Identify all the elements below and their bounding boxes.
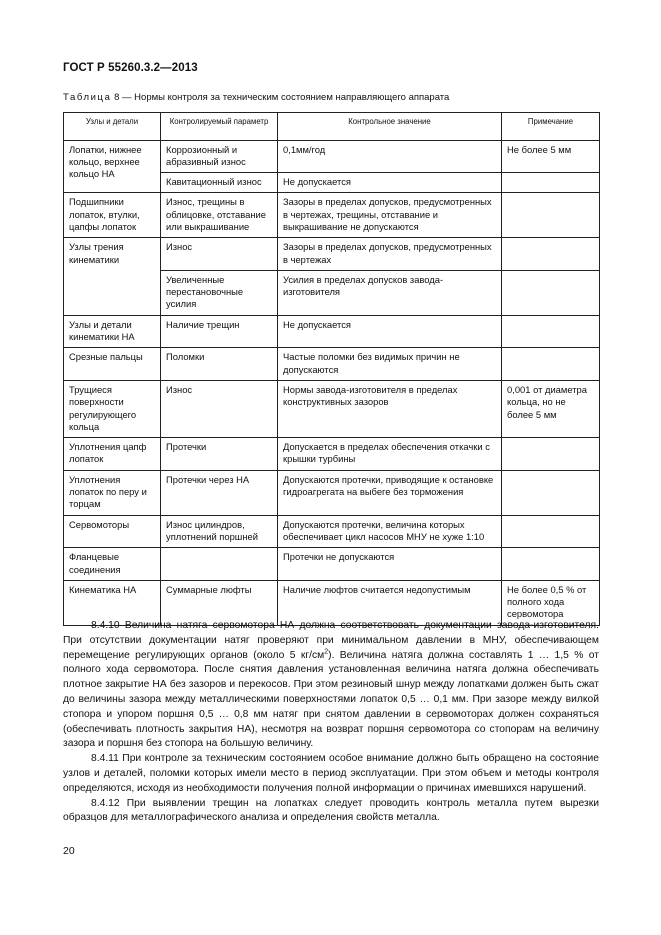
cell-note	[502, 470, 600, 515]
paragraph	[63, 619, 599, 752]
cell-note	[502, 348, 600, 381]
cell-parameter: Поломки	[161, 348, 278, 381]
column-header-note: Примечание	[502, 113, 600, 141]
cell-value: Протечки не допускаются	[278, 548, 502, 581]
cell-value: Усилия в пределах допусков завода-изготовителя	[278, 270, 502, 315]
cell-parameter: Протечки	[161, 438, 278, 471]
cell-parameter: Износ	[161, 380, 278, 437]
cell-note	[502, 173, 600, 193]
cell-value: Зазоры в пределах допусков, предусмотренных в чертежах, трещины, отставание и выкрашивание не допускаются	[278, 193, 502, 238]
table-row	[64, 380, 600, 437]
cell-unit: Узлы трения кинематики	[64, 238, 161, 315]
cell-note: Не более 0,5 % от полного хода сервомотора	[502, 580, 600, 625]
paragraph	[63, 797, 599, 827]
cell-parameter: Увеличенные перестановочные усилия	[161, 270, 278, 315]
table-caption	[63, 92, 449, 103]
cell-value: Зазоры в пределах допусков, предусмотренных в чертежах	[278, 238, 502, 271]
cell-note: Не более 5 мм	[502, 140, 600, 173]
cell-note	[502, 515, 600, 548]
paragraph	[63, 752, 599, 796]
column-header-parameter: Контролируемый параметр	[161, 113, 278, 141]
table-row	[64, 515, 600, 548]
table-row	[64, 548, 600, 581]
cell-value: Нормы завода-изготовителя в пределах конструктивных зазоров	[278, 380, 502, 437]
cell-note	[502, 438, 600, 471]
norms-table	[63, 112, 600, 626]
cell-value: 0,1мм/год	[278, 140, 502, 173]
cell-note	[502, 238, 600, 271]
cell-value: Не допускается	[278, 315, 502, 348]
page-number: 20	[63, 845, 75, 857]
cell-unit: Уплотнения лопаток по перу и торцам	[64, 470, 161, 515]
table-row	[64, 140, 600, 173]
table-header-row	[64, 113, 600, 141]
cell-unit: Подшипники лопаток, втулки, цапфы лопаток	[64, 193, 161, 238]
cell-parameter: Износ	[161, 238, 278, 271]
cell-value: Допускаются протечки, величина которых обеспечивает цикл насосов МНУ не хуже 1:10	[278, 515, 502, 548]
cell-unit: Сервомоторы	[64, 515, 161, 548]
cell-note	[502, 315, 600, 348]
cell-parameter: Износ, трещины в облицовке, отставание или выкрашивание	[161, 193, 278, 238]
cell-note	[502, 548, 600, 581]
table-caption-number: 8	[114, 92, 120, 103]
column-header-value: Контрольное значение	[278, 113, 502, 141]
cell-parameter: Наличие трещин	[161, 315, 278, 348]
cell-unit: Фланцевые соединения	[64, 548, 161, 581]
body-text	[63, 619, 599, 826]
cell-value: Частые поломки без видимых причин не допускаются	[278, 348, 502, 381]
cell-parameter	[161, 548, 278, 581]
table-body	[64, 140, 600, 625]
cell-unit: Срезные пальцы	[64, 348, 161, 381]
table-row	[64, 315, 600, 348]
table-row	[64, 348, 600, 381]
superscript: 2	[324, 648, 329, 656]
cell-parameter: Суммарные люфты	[161, 580, 278, 625]
cell-note	[502, 270, 600, 315]
table-row	[64, 470, 600, 515]
document-code: ГОСТ Р 55260.3.2—2013	[63, 62, 198, 74]
table-row	[64, 193, 600, 238]
table-row	[64, 438, 600, 471]
text-run: ). Величина натяга должна составлять 1 … 1,5 % от полного хода сервомотора. После снятия давления установленная величина натяга должна обеспечивать плотное закрытие НА без зазоров и перекосов. При этом резиновый шнур между лопатками должен быть сжат до величины зазора между металлическими поверхностями лопаток 0,5 … 0,1 мм. При зазоре между вилкой стопора и упором поршня 0,5 … 0,8 мм натяг при снятом давлении в сервомоторах должен сохраняться (обеспечивать плотность закрытия НА), несмотря на возврат поршня сервомотора со стопорам на величину зазора и поршня без стопора на большую величину.	[63, 649, 599, 750]
cell-note	[502, 193, 600, 238]
table-caption-title: — Нормы контроля за техническим состоянием направляющего аппарата	[119, 92, 450, 103]
table-row	[64, 238, 600, 271]
cell-unit: Кинематика НА	[64, 580, 161, 625]
cell-value: Не допускается	[278, 173, 502, 193]
cell-value: Допускаются протечки, приводящие к остановке гидроагрегата на выбеге без торможения	[278, 470, 502, 515]
cell-note: 0,001 от диаметра кольца, но не более 5 мм	[502, 380, 600, 437]
cell-unit: Узлы и детали кинематики НА	[64, 315, 161, 348]
cell-parameter: Протечки через НА	[161, 470, 278, 515]
cell-parameter: Коррозионный и абразивный износ	[161, 140, 278, 173]
cell-parameter: Кавитационный износ	[161, 173, 278, 193]
text-run: 8.4.11 При контроле за техническим состоянием особое внимание должно быть обращено на состояние узлов и деталей, поломки которых имели место в период эксплуатации. При этом объем и методы контроля определяются, исходя из необходимости получения полной информации о причинах имевшихся нарушений.	[63, 753, 599, 794]
cell-parameter: Износ цилиндров, уплотнений поршней	[161, 515, 278, 548]
text-run: 8.4.12 При выявлении трещин на лопатках следует проводить контроль металла путем вырезки образцов для металлографического анализа и определения свойств металла.	[63, 797, 599, 824]
cell-unit: Трущиеся поверхности регулирующего кольца	[64, 380, 161, 437]
column-header-unit: Узлы и детали	[64, 113, 161, 141]
cell-unit: Лопатки, нижнее кольцо, верхнее кольцо НА	[64, 140, 161, 193]
text-run: 8.4.10 Величина натяга сервомотора НА должна соответствовать документации завода-изготовителя. При отсутствии документации натяг проверяют при минимальном давлении в МНУ, обеспечивающем перемещение регулирующих органов (около 5 кг/см	[63, 620, 599, 661]
cell-unit: Уплотнения цапф лопаток	[64, 438, 161, 471]
cell-value: Допускается в пределах обеспечения откачки с крышки турбины	[278, 438, 502, 471]
table-caption-label: Таблица	[63, 92, 112, 103]
cell-value: Наличие люфтов считается недопустимым	[278, 580, 502, 625]
